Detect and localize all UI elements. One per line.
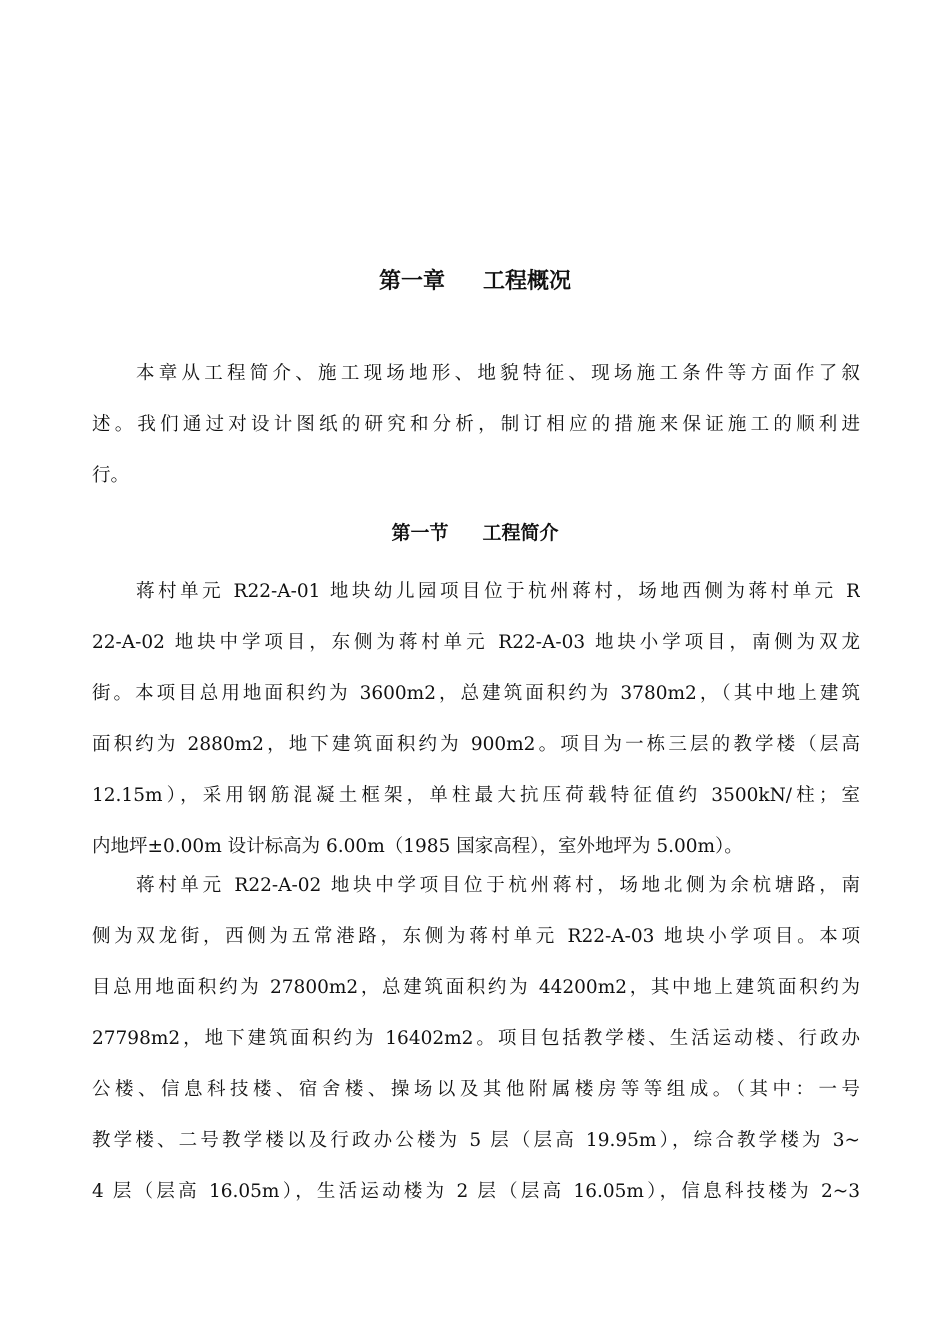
paragraph-line: 蒋村单元 R22-A-01 地块幼儿园项目位于杭州蒋村，场地西侧为蒋村单元 R	[136, 581, 860, 602]
intro-line: 本章从工程简介、施工现场地形、地貌特征、现场施工条件等方面作了叙	[136, 363, 860, 384]
intro-paragraph	[92, 348, 860, 501]
section-number: 第一节	[391, 522, 449, 544]
paragraph-line: 公楼、信息科技楼、宿舍楼、操场以及其他附属楼房等等组成。（其中：一号	[92, 1079, 860, 1100]
chapter-number: 第一章	[378, 269, 445, 294]
paragraph-middle-school	[92, 860, 860, 1217]
section-name: 工程简介	[482, 522, 559, 544]
paragraph-line: 面积约为 2880m2，地下建筑面积约为 900m2。项目为一栋三层的教学楼（层高	[92, 734, 860, 755]
paragraph-line: 目总用地面积约为 27800m2，总建筑面积约为 44200m2，其中地上建筑面积约为	[92, 977, 860, 998]
paragraph-line: 内地坪±0.00m 设计标高为 6.00m（1985 国家高程），室外地坪为 5.00m）。	[92, 836, 743, 857]
chapter-name: 工程概况	[483, 269, 572, 294]
paragraph-kindergarten	[92, 566, 860, 872]
paragraph-line: 27798m2，地下建筑面积约为 16402m2。项目包括教学楼、生活运动楼、行政办	[92, 1028, 860, 1049]
paragraph-line: 侧为双龙街，西侧为五常港路，东侧为蒋村单元 R22-A-03 地块小学项目。本项	[92, 926, 860, 947]
paragraph-line: 12.15m），采用钢筋混凝土框架，单柱最大抗压荷载特征值约 3500kN/柱；室	[92, 785, 860, 806]
paragraph-line: 教学楼、二号教学楼以及行政办公楼为 5 层（层高 19.95m），综合教学楼为 3~	[92, 1130, 860, 1151]
section-title	[0, 518, 950, 545]
paragraph-line: 22-A-02 地块中学项目，东侧为蒋村单元 R22-A-03 地块小学项目，南侧为双龙	[92, 632, 860, 653]
intro-line: 述。我们通过对设计图纸的研究和分析，制订相应的措施来保证施工的顺利进	[92, 414, 860, 435]
chapter-title	[0, 264, 950, 295]
paragraph-line: 蒋村单元 R22-A-02 地块中学项目位于杭州蒋村，场地北侧为余杭塘路，南	[136, 875, 860, 896]
paragraph-line: 4 层（层高 16.05m），生活运动楼为 2 层（层高 16.05m），信息科技楼为 2~3	[92, 1181, 860, 1202]
intro-line: 行。	[92, 465, 130, 486]
paragraph-line: 街。本项目总用地面积约为 3600m2，总建筑面积约为 3780m2，（其中地上建筑	[92, 683, 860, 704]
